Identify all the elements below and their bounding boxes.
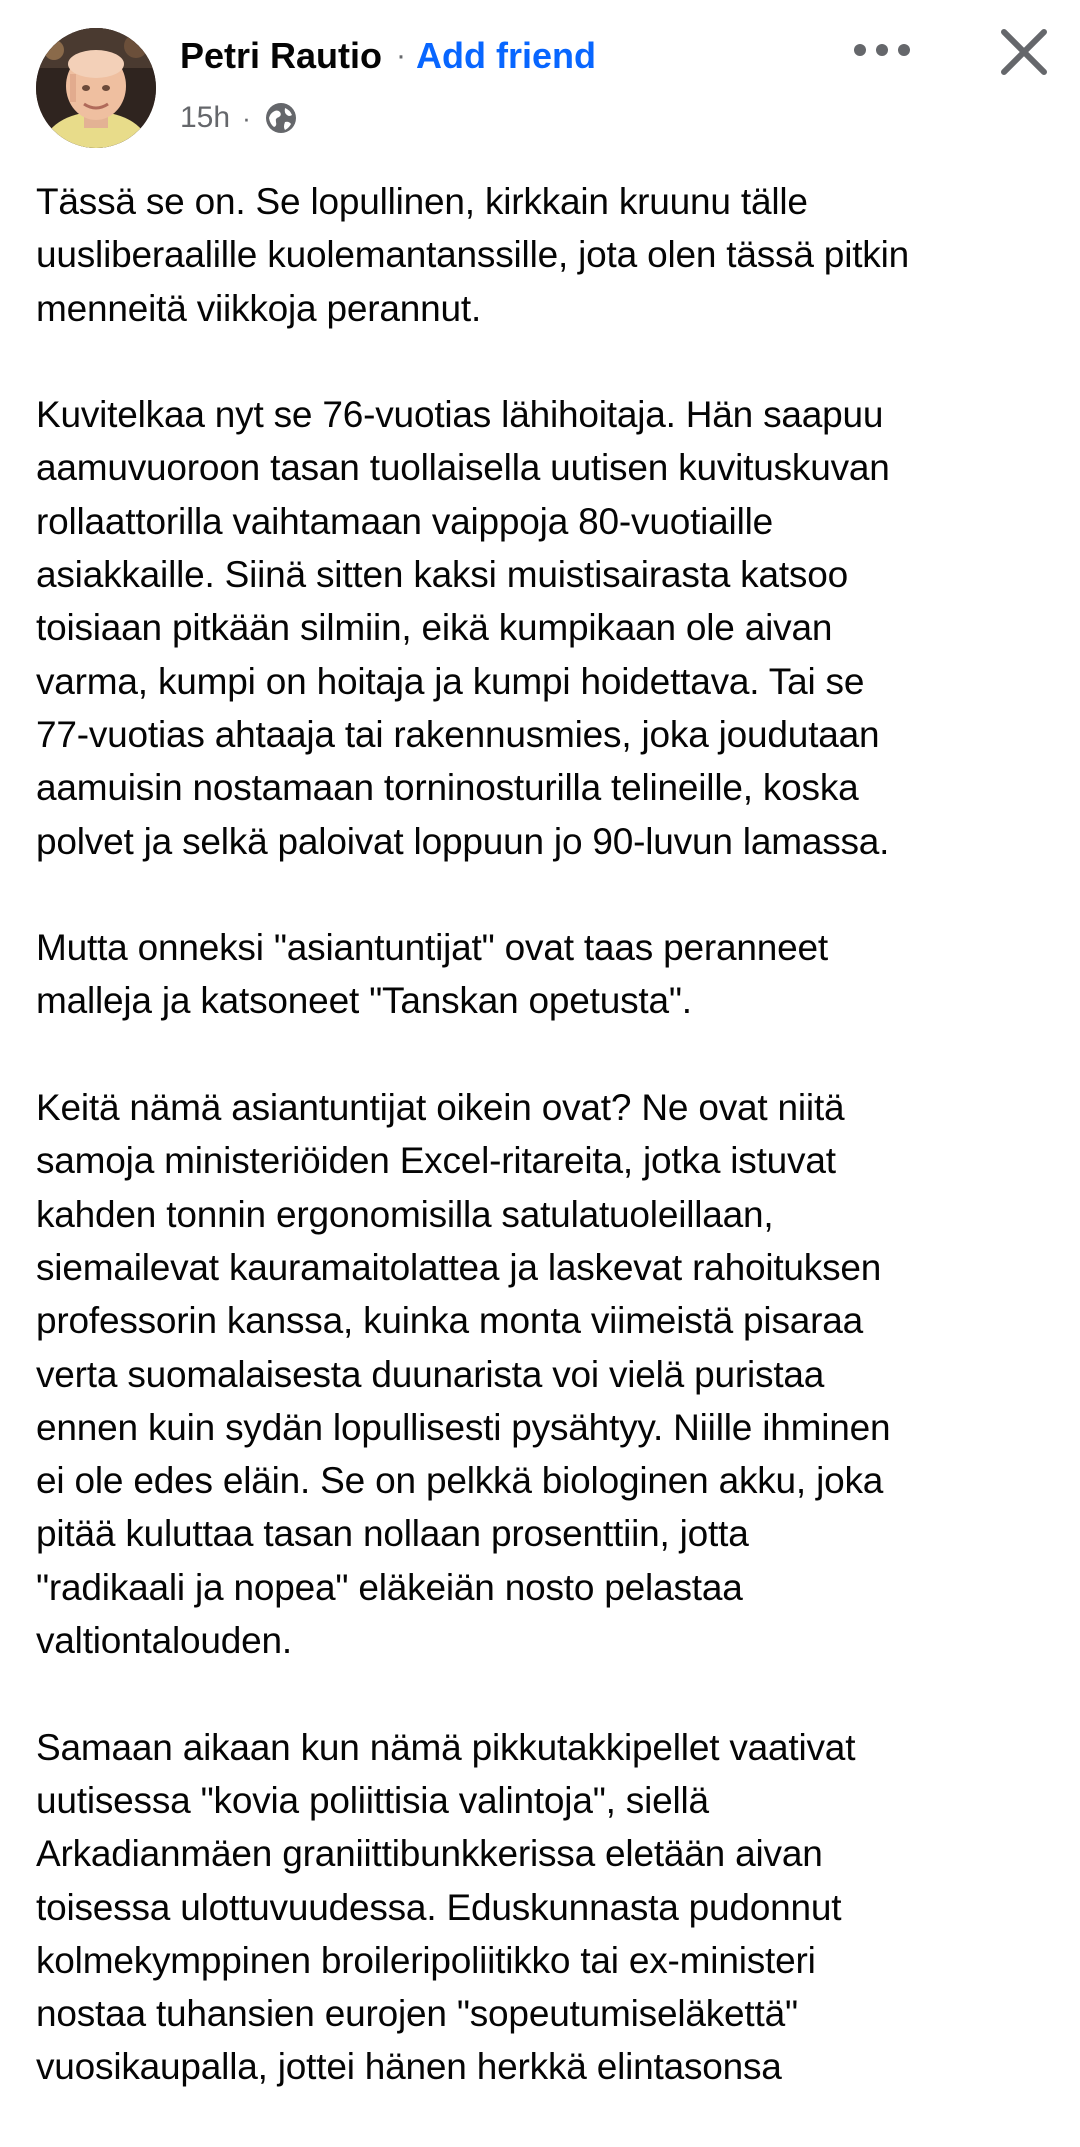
close-icon bbox=[998, 26, 1050, 78]
post-text-line: pitää kuluttaa tasan nollaan prosenttiin, jotta bbox=[36, 1513, 749, 1555]
post-text-line: Tässä se on. Se lopullinen, kirkkain kruunu tälle bbox=[36, 181, 808, 222]
more-options-button[interactable] bbox=[846, 22, 918, 78]
post-paragraph bbox=[36, 175, 1046, 335]
globe-icon[interactable] bbox=[263, 100, 299, 136]
post-text-line: professorin kanssa, kuinka monta viimeistä pisaraa bbox=[36, 1300, 863, 1342]
author-name[interactable]: Petri Rautio bbox=[180, 35, 383, 76]
post-text-line: menneitä viikkoja perannut. bbox=[36, 287, 482, 329]
post-paragraph bbox=[36, 921, 1046, 1028]
add-friend-button[interactable]: Add friend bbox=[416, 35, 597, 76]
meta-separator: · bbox=[242, 102, 251, 133]
post-text-line: Mutta onneksi "asiantuntijat" ovat taas peranneet bbox=[36, 927, 828, 969]
post-paragraph bbox=[36, 1081, 1046, 1667]
post-text-line: samoja ministeriöiden Excel-ritareita, jotka istuvat bbox=[36, 1140, 836, 1182]
post-text-line: Keitä nämä asiantuntijat oikein ovat? Ne ovat niitä bbox=[36, 1087, 845, 1129]
post-text-line: nostaa tuhansien eurojen "sopeutumiseläkettä" bbox=[36, 1993, 798, 2035]
post-text-line: uutisessa "kovia poliittisia valintoja", siellä bbox=[36, 1779, 709, 1821]
post-text-line: malleja ja katsoneet "Tanskan opetusta". bbox=[36, 980, 692, 1022]
post-header bbox=[0, 0, 1080, 160]
post-text-line: "radikaali ja nopea" eläkeiän nosto pelastaa bbox=[36, 1566, 743, 1608]
post-text-line: toisiaan pitkään silmiin, eikä kumpikaan ole aivan bbox=[36, 607, 833, 649]
post-text-line: asiakkaille. Siinä sitten kaksi muistisairasta katsoo bbox=[36, 554, 848, 596]
post-text-line: polvet ja selkä paloivat loppuun jo 90-luvun lamassa. bbox=[36, 820, 890, 862]
name-separator: · bbox=[396, 39, 407, 72]
post-text-line: aamuisin nostamaan torninosturilla telineille, koska bbox=[36, 767, 859, 809]
post-text-line: siemailevat kauramaitolattea ja laskevat rahoituksen bbox=[36, 1246, 882, 1288]
post-text-line: kahden tonnin ergonomisilla satulatuoleillaan, bbox=[36, 1193, 774, 1235]
post-text-line: Samaan aikaan kun nämä pikkutakkipellet vaativat bbox=[36, 1726, 856, 1768]
avatar-photo bbox=[36, 28, 156, 148]
post-text-line: 77-vuotias ahtaaja tai rakennusmies, joka joudutaan bbox=[36, 713, 880, 755]
post-text-line: verta suomalaisesta duunarista voi vielä puristaa bbox=[36, 1353, 825, 1395]
post-timestamp[interactable]: 15h bbox=[180, 101, 231, 134]
post-text-line: Arkadianmäen graniittibunkkerissa eletään aivan bbox=[36, 1833, 823, 1875]
avatar[interactable] bbox=[36, 28, 156, 148]
post-text-line: kolmekymppinen broileripoliitikko tai ex-ministeri bbox=[36, 1939, 816, 1981]
post-text-line: rollaattorilla vaihtamaan vaippoja 80-vuotiaille bbox=[36, 500, 773, 542]
post-text-line: varma, kumpi on hoitaja ja kumpi hoidettava. Tai se bbox=[36, 660, 865, 702]
post-meta bbox=[180, 96, 299, 140]
post-paragraph bbox=[36, 1721, 1046, 2094]
post-text bbox=[36, 175, 1046, 2147]
close-button[interactable] bbox=[990, 18, 1058, 86]
post-text-line: ennen kuin sydän lopullisesti pysähtyy. Niille ihminen bbox=[36, 1406, 891, 1448]
post-text-line: vuosikaupalla, jottei hänen herkkä elintasonsa bbox=[36, 2046, 782, 2088]
post-text-line: aamuvuoroon tasan tuollaisella uutisen kuvituskuvan bbox=[36, 447, 890, 489]
post-text-line: Kuvitelkaa nyt se 76-vuotias lähihoitaja. Hän saapuu bbox=[36, 394, 884, 436]
post-text-line: ei ole edes eläin. Se on pelkkä biologinen akku, joka bbox=[36, 1460, 884, 1502]
post-text-line: uusliberaalille kuolemantanssille, jota olen tässä pitkin bbox=[36, 234, 909, 276]
post-text-line: toisessa ulottuvuudessa. Eduskunnasta pudonnut bbox=[36, 1886, 842, 1928]
more-horizontal-icon bbox=[852, 42, 912, 58]
post-text-line: valtiontalouden. bbox=[36, 1620, 292, 1662]
post-paragraph bbox=[36, 388, 1046, 868]
author-row bbox=[180, 28, 596, 84]
